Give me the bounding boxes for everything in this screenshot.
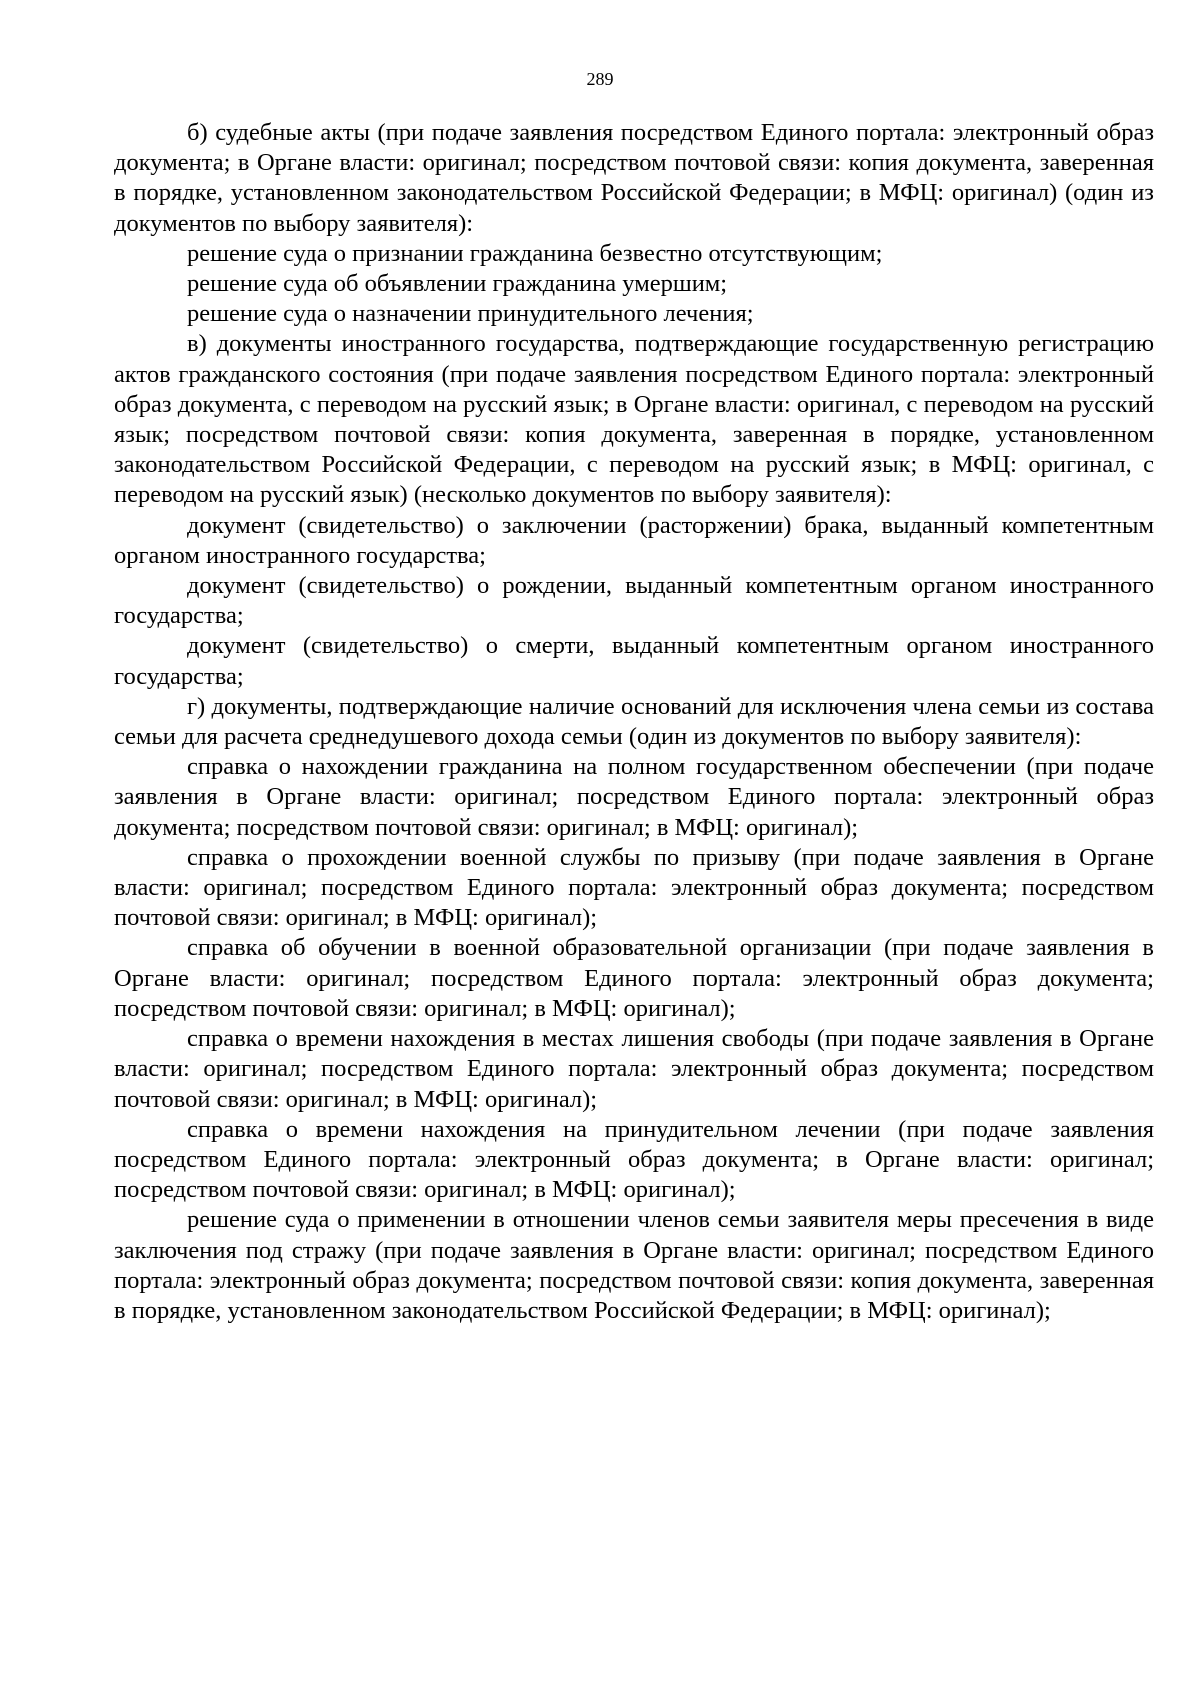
paragraph-military-education: справка об обучении в военной образовательной организации (при подаче заявления в Органе власти: оригинал; посредством Единого портала: электронный образ документа; посредством почтовой связи: оригинал; в МФЦ: оригинал); xyxy=(114,934,1154,1022)
paragraph-item-v: в) документы иностранного государства, подтверждающие государственную регистрацию актов гражданского состояния (при подаче заявления посредством Единого портала: электронный образ документа, с переводом на русский язык; в Органе власти: оригинал, с переводом на русский язык; посредством почтовой связи: копия документа, заверенная в порядке, установленном законодательством Российской Федерации, с переводом на русский язык; в МФЦ: оригинал, с переводом на русский язык) (несколько документов по выбору заявителя): xyxy=(114,330,1154,509)
paragraph-court-deceased: решение суда об объявлении гражданина умершим; xyxy=(187,270,728,298)
paragraph-military-service: справка о прохождении военной службы по призыву (при подаче заявления в Органе власти: оригинал; посредством Единого портала: электронный образ документа; посредством почтовой связи: оригинал; в МФЦ: оригинал); xyxy=(114,843,1154,932)
paragraph-death-certificate: документ (свидетельство) о смерти, выданный компетентным органом иностранного государства; xyxy=(114,632,1154,690)
document-body xyxy=(114,118,1154,1326)
paragraph-state-support: справка о нахождении гражданина на полном государственном обеспечении (при подаче заявления в Органе власти: оригинал; посредством Единого портала: электронный образ документа; посредством почтовой связи: оригинал; в МФЦ: оригинал); xyxy=(114,753,1154,841)
paragraph-imprisonment: справка о времени нахождения в местах лишения свободы (при подаче заявления в Органе власти: оригинал; посредством Единого портала: электронный образ документа; посредством почтовой связи: оригинал; в МФЦ: оригинал); xyxy=(114,1025,1154,1113)
paragraph-court-detention: решение суда о применении в отношении членов семьи заявителя меры пресечения в виде заключения под стражу (при подаче заявления в Органе власти: оригинал; посредством Единого портала: электронный образ документа; посредством почтовой связи: копия документа, заверенная в порядке, установленном законодательством Российской Федерации; в МФЦ: оригинал); xyxy=(114,1206,1154,1324)
paragraph-court-missing: решение суда о признании гражданина безвестно отсутствующим; xyxy=(187,239,883,267)
paragraph-birth-certificate: документ (свидетельство) о рождении, выданный компетентным органом иностранного государства; xyxy=(114,572,1154,630)
paragraph-marriage-certificate: документ (свидетельство) о заключении (расторжении) брака, выданный компетентным органом иностранного государства; xyxy=(114,511,1154,569)
page-number: 289 xyxy=(586,69,614,89)
paragraph-court-treatment: решение суда о назначении принудительного лечения; xyxy=(187,300,754,328)
paragraph-item-b: б) судебные акты (при подаче заявления посредством Единого портала: электронный образ документа; в Органе власти: оригинал; посредством почтовой связи: копия документа, заверенная в порядке, установленном законодательством Российской Федерации; в МФЦ: оригинал) (один из документов по выбору заявителя): xyxy=(114,119,1154,237)
paragraph-compulsory-treatment: справка о времени нахождения на принудительном лечении (при подаче заявления посредством Единого портала: электронный образ документа; в Органе власти: оригинал; посредством почтовой связи: оригинал; в МФЦ: оригинал); xyxy=(114,1115,1154,1204)
paragraph-item-g: г) документы, подтверждающие наличие оснований для исключения члена семьи из состава семьи для расчета среднедушевого дохода семьи (один из документов по выбору заявителя): xyxy=(114,692,1154,751)
